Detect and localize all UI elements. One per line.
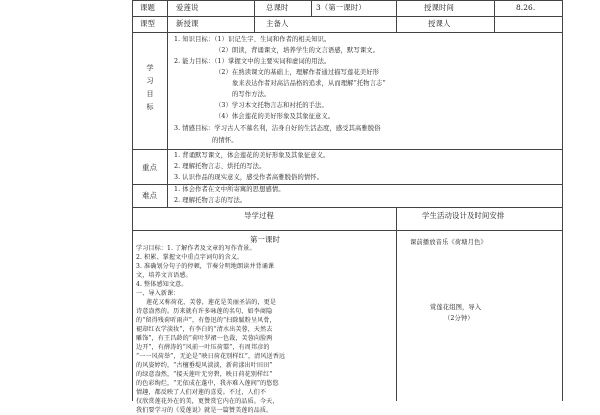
type-value: 新授课 bbox=[176, 19, 199, 28]
objective-line: 的情怀。 bbox=[212, 137, 238, 144]
section-title: 第一课时 bbox=[250, 235, 280, 244]
objectives-label: 学习目标 bbox=[146, 64, 154, 111]
preparer-label: 主备人 bbox=[266, 19, 289, 28]
objective-line: 3. 情感目标：学习古人不慕名利，洁身自好的生活态度，感受其高雅脱俗 bbox=[174, 125, 381, 132]
process-line: 学习目标：1. 了解作者及文章的写作背景。 bbox=[136, 245, 256, 252]
objective-line: （2）在熟读课文的基础上，理解作者通过描写莲花美好形 bbox=[215, 69, 380, 76]
process-line: 文，培养文言语感。 bbox=[136, 272, 192, 279]
type-label: 课型 bbox=[140, 19, 155, 28]
key-points-label: 重点 bbox=[142, 163, 157, 172]
process-line: 一、导入新课： bbox=[136, 290, 180, 297]
process-header-right: 学生活动设计及时间安排 bbox=[422, 211, 505, 220]
process-line: 2. 积累、掌握文中重点字词句的含义。 bbox=[136, 254, 244, 261]
time-value: 8.26. bbox=[516, 3, 536, 12]
teacher-label: 授课人 bbox=[428, 19, 451, 28]
topic-value: 爱莲说 bbox=[176, 3, 199, 12]
key-point-line: 3. 认识作品的现实意义，感受作者高雅脱俗的情怀。 bbox=[174, 174, 324, 181]
activity-music: 课前播放音乐《荷塘月色》 bbox=[410, 239, 487, 246]
process-line: 莲花又称荷花、芙蓉，莲花是美丽圣洁的，更是 bbox=[146, 299, 277, 306]
objective-line: 的写作方法。 bbox=[232, 91, 271, 98]
topic-label: 课题 bbox=[140, 3, 155, 12]
total-hours-label: 总课时 bbox=[266, 3, 289, 12]
process-line: 情趣，都反映了人们对莲的喜爱。不过，人们不 bbox=[136, 389, 267, 396]
difficult-point-line: 1. 体会作者在文中所寄寓的思想感情。 bbox=[174, 186, 285, 193]
teacher-value-cell bbox=[494, 16, 563, 33]
process-line: 边开”，有薛涛的“风前一叶压荷蕖”，有周邦彦的 bbox=[136, 344, 270, 351]
process-line: 我们要学习的《爱莲说》就是一篇赞美莲的品质。 bbox=[136, 407, 273, 414]
difficult-points-label: 难点 bbox=[142, 191, 157, 200]
process-line: 的风姿婷约，“古檀垂堤风淡淡，新荷漾出叶田田” bbox=[136, 362, 273, 369]
process-line: “一一风荷举”，无论是“映日荷花别样红”，清风送香远 bbox=[136, 353, 286, 360]
activity-time: （2分钟） bbox=[444, 315, 474, 322]
process-line: 雕饰”，有王昌龄的“荷叶罗裙一色裁，芙蓉向脸两 bbox=[136, 335, 273, 342]
process-line: 诗意盎然的。历来就有许多咏莲的名句，如李商隐 bbox=[136, 308, 273, 315]
period-value: 3（第一课时） bbox=[316, 3, 366, 12]
process-header-left: 导学过程 bbox=[244, 211, 274, 220]
process-line: 褪却红衣学淡妆”，有李白的“清水出芙蓉，天然去 bbox=[136, 326, 273, 333]
objective-line: 1. 知识目标：（1）识记生字、生词和作者的相关知识。 bbox=[174, 36, 331, 43]
objective-line: （4）体会莲花的美好形象及其象征意义。 bbox=[215, 113, 335, 120]
process-line: 3. 准确划分句子的停顿，节奏分明地朗读并背诵课 bbox=[136, 263, 275, 270]
difficult-point-line: 2. 理解托物言志的写法。 bbox=[174, 197, 247, 204]
process-body-right-cell bbox=[396, 230, 563, 401]
objective-line: 2. 能力目标：（1）掌握文中的主要实词和虚词的用法。 bbox=[174, 58, 331, 65]
activity-view: 赏莲花组图，导入 bbox=[430, 304, 482, 311]
key-point-line: 1. 背诵默写课文，体会莲花的美好形象及其象征意义。 bbox=[174, 152, 330, 159]
objective-line: 象来表达作者对高洁品格的追求，从而理解“托物言志” bbox=[232, 80, 386, 87]
process-line: 4. 整体感知文意。 bbox=[136, 281, 188, 288]
objective-line: （3）学习本文托物言志和衬托的手法。 bbox=[215, 102, 328, 109]
process-line: 仅欣赏莲花外在的美，更赞赏它内在的品质。今天， bbox=[136, 398, 279, 405]
process-line: 的“留得残荷听雨声”，有鲁迅的“扫除腻粉呈风骨， bbox=[136, 317, 276, 324]
key-point-line: 2. 理解托物言志、烘托的写法。 bbox=[174, 163, 266, 170]
time-label: 授课时间 bbox=[424, 3, 454, 12]
objective-line: （2）朗读，背诵课文，培养学生的文言语感，默写课文。 bbox=[215, 47, 380, 54]
process-line: 的绿意盎然，“接天莲叶无穷碧，映日荷花别样红” bbox=[136, 371, 273, 378]
lesson-plan-table bbox=[132, 0, 563, 414]
process-line: 的色彩绚烂，“无依成在蓬中，我亦难入莲间”的悠悠 bbox=[136, 380, 279, 387]
